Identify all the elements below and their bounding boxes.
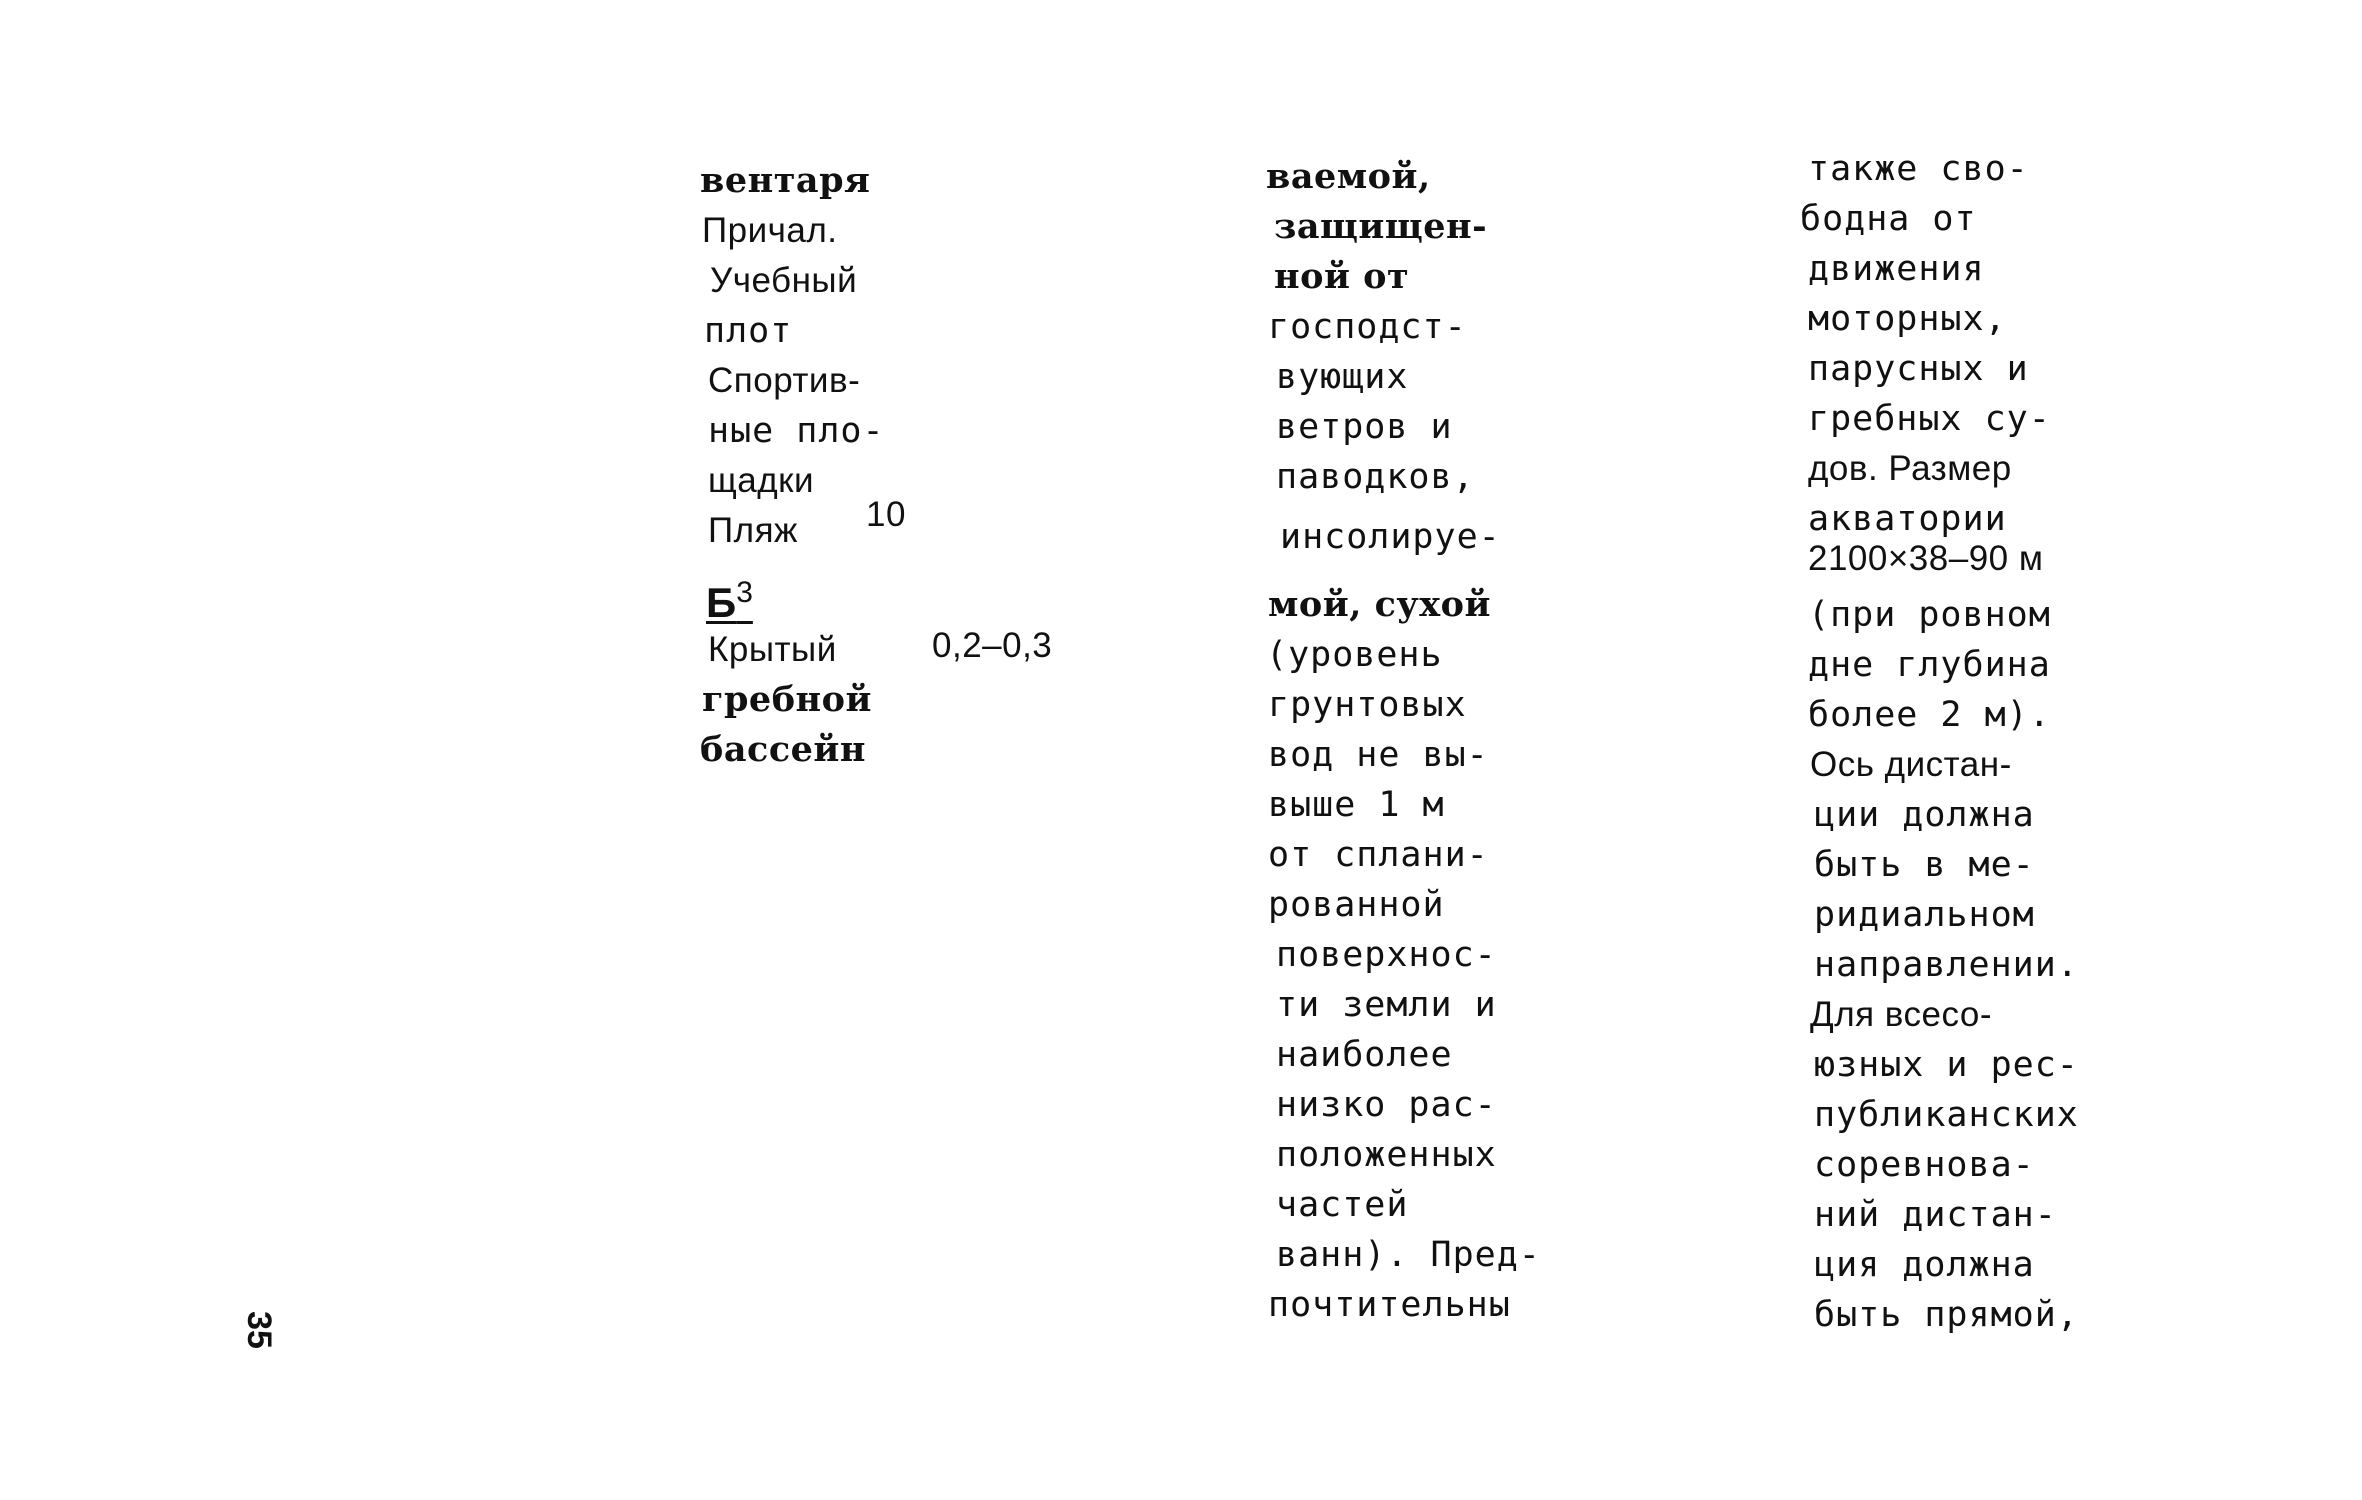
col1-line: Пляж <box>708 511 798 550</box>
section-letter: Б <box>706 579 737 626</box>
col2-line: господст- <box>1268 307 1467 347</box>
col3-line: быть в ме- <box>1814 845 2035 885</box>
col3-line: также сво- <box>1808 149 2029 189</box>
col3-line: дне глубина <box>1808 645 2051 685</box>
col1-line: щадки <box>708 461 815 500</box>
col2-line: низко рас- <box>1276 1085 1497 1125</box>
col1-line: вентаря <box>700 160 871 201</box>
col2-line: мой, сухой <box>1268 584 1491 625</box>
col3-line: бодна от <box>1800 199 1977 239</box>
value-10: 10 <box>866 495 906 534</box>
col2-line: защищен- <box>1274 206 1488 247</box>
col1-line: бассейн <box>700 729 866 770</box>
col3-line: направлении. <box>1814 945 2079 985</box>
col3-line: публиканских <box>1814 1095 2079 1135</box>
col3-line: ции должна <box>1814 795 2035 835</box>
col3-line: более 2 м). <box>1808 695 2051 735</box>
col2-line: ти земли и <box>1276 985 1497 1025</box>
col2-line: рованной <box>1268 885 1445 925</box>
col2-line: частей <box>1276 1185 1409 1225</box>
col2-line: паводков, <box>1276 457 1475 497</box>
col3-line: движения <box>1808 249 1985 289</box>
col2-line: ванн). Пред- <box>1276 1235 1541 1275</box>
col2-line: инсолируе- <box>1280 517 1501 557</box>
col1-line: Причал. <box>702 211 838 250</box>
col3-line: ция должна <box>1814 1245 2035 1285</box>
col3-line: соревнова- <box>1814 1145 2035 1185</box>
col3-line: гребных су- <box>1808 399 2051 439</box>
col2-line: положенных <box>1276 1135 1497 1175</box>
col2-line: ной от <box>1274 256 1410 297</box>
col3-line: юзных и рес- <box>1814 1045 2079 1085</box>
col2-line: почтительны <box>1268 1285 1511 1325</box>
col2-line: (уровень <box>1266 635 1443 675</box>
col2-line: выше 1 м <box>1268 785 1445 825</box>
col3-line: Ось дистан- <box>1810 745 2012 784</box>
col1-line: Учебный <box>710 261 858 300</box>
col3-line: ний дистан- <box>1814 1195 2057 1235</box>
col3-line: моторных, <box>1808 299 2007 339</box>
col3-line: Для всесо- <box>1810 995 1992 1034</box>
col2-line: наиболее <box>1276 1035 1453 1075</box>
col2-line: вующих <box>1276 357 1409 397</box>
col2-line: от сплани- <box>1268 835 1489 875</box>
section-heading <box>706 568 753 628</box>
col1-line: гребной <box>702 679 872 720</box>
col1-line: ные пло- <box>708 411 885 451</box>
col3-line: быть прямой, <box>1814 1295 2079 1335</box>
col3-line: дов. Размер <box>1808 449 2012 488</box>
col3-line: (при ровном <box>1808 595 2051 635</box>
col1-line: плот <box>704 311 793 351</box>
col2-line: ваемой, <box>1266 156 1431 197</box>
value-range: 0,2–0,3 <box>932 626 1053 665</box>
col3-line: 2100×38–90 м <box>1808 539 2044 578</box>
col3-line: ридиальном <box>1814 895 2035 935</box>
col3-line: акватории <box>1808 499 2007 539</box>
col2-line: ветров и <box>1276 407 1453 447</box>
page-number: 35 <box>239 1311 278 1349</box>
section-superscript: 3 <box>736 576 753 609</box>
col1-line: Спортив- <box>708 361 861 400</box>
col2-line: грунтовых <box>1268 685 1467 725</box>
col1-line: Крытый <box>708 630 837 669</box>
col2-line: поверхнос- <box>1276 935 1497 975</box>
col2-line: вод не вы- <box>1268 735 1489 775</box>
col3-line: парусных и <box>1808 349 2029 389</box>
